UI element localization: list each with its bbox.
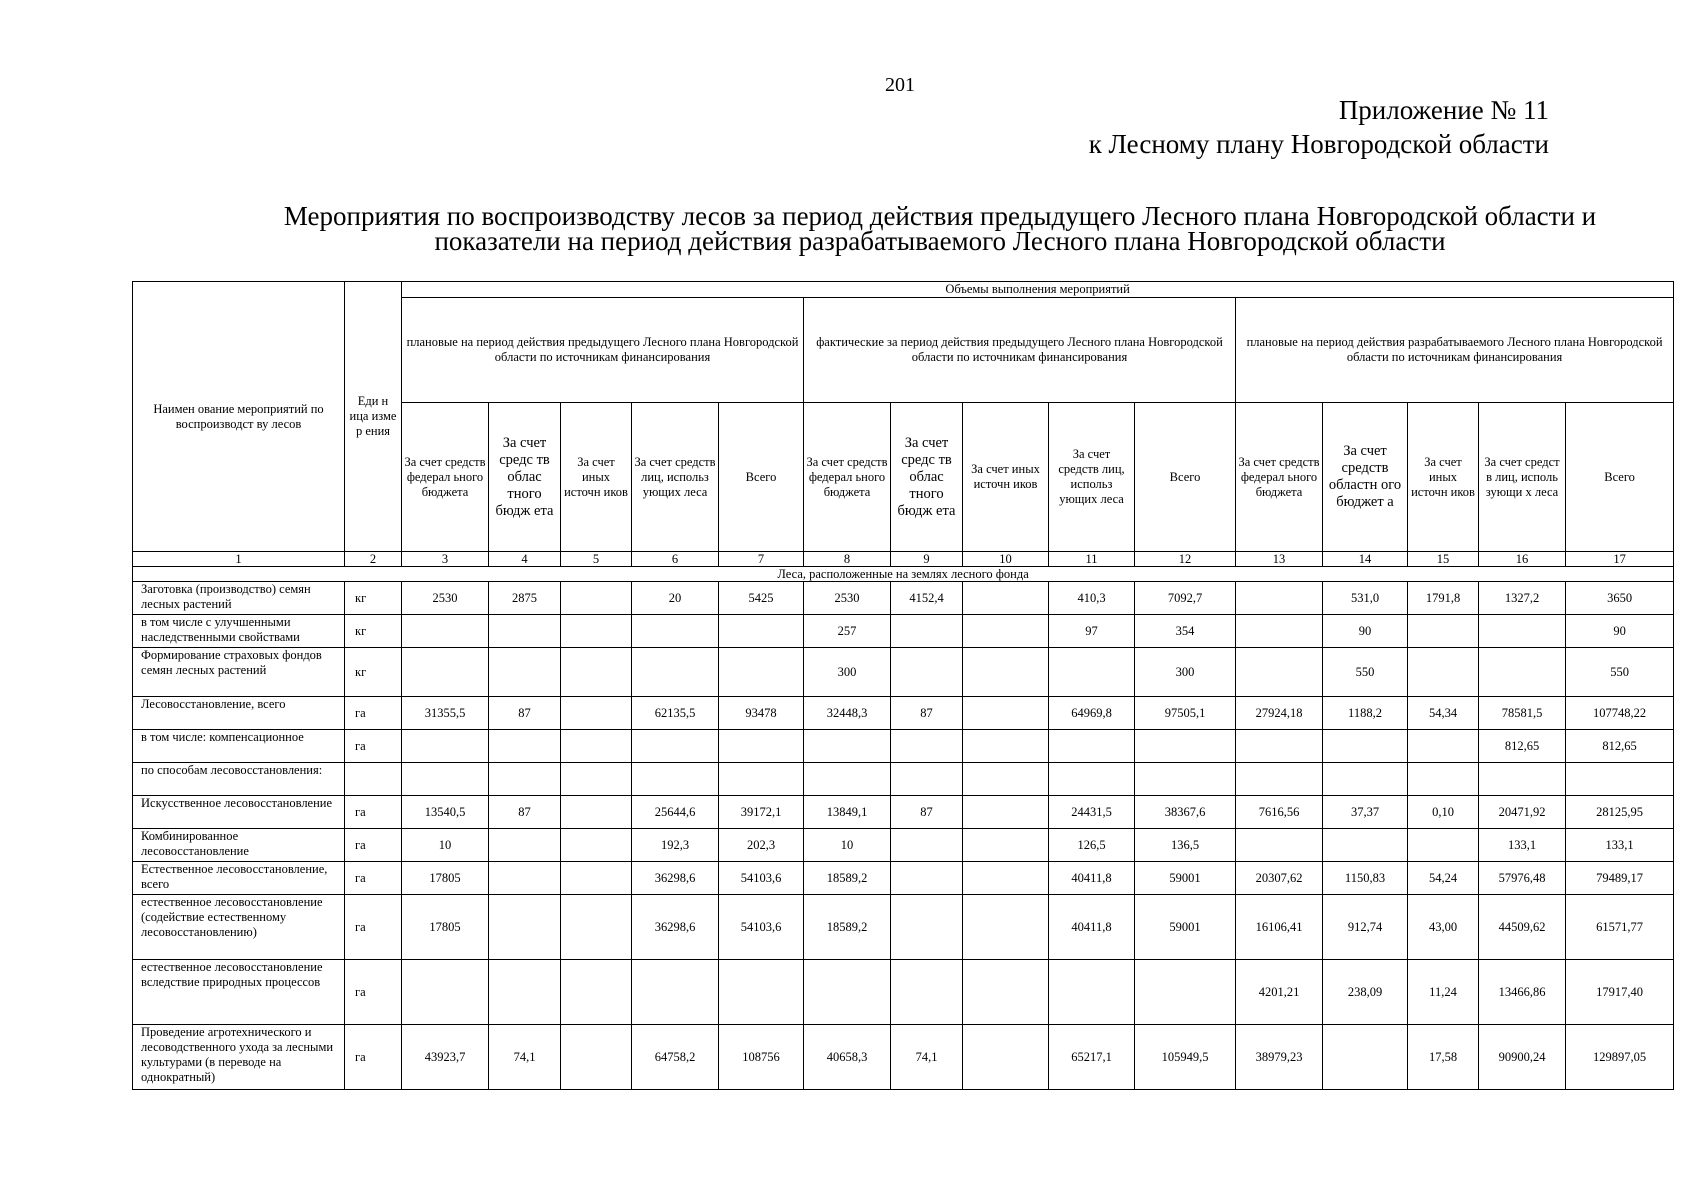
activity-name-cell: Искусственное лесовосстановление xyxy=(133,796,345,829)
activity-name-cell: в том числе с улучшенными наследственными свойствами xyxy=(133,615,345,648)
header-source-col-3: За счет средств федерал ьного бюджета xyxy=(402,403,489,552)
table-row xyxy=(133,730,1674,763)
value-cell-col-8: 32448,3 xyxy=(804,697,891,730)
value-cell-col-16 xyxy=(1479,763,1566,796)
table-row xyxy=(133,960,1674,1025)
header-source-col-10: За счет иных источн иков xyxy=(963,403,1049,552)
activity-name-cell: Формирование страховых фондов семян лесных растений xyxy=(133,648,345,697)
value-cell-col-6 xyxy=(632,763,719,796)
header-planned-previous: плановые на период действия предыдущего Лесного плана Новгородской области по источникам финансирования xyxy=(402,298,804,403)
value-cell-col-13: 27924,18 xyxy=(1236,697,1323,730)
unit-cell: га xyxy=(345,862,402,895)
column-number: 11 xyxy=(1049,552,1135,567)
unit-cell: га xyxy=(345,960,402,1025)
value-cell-col-10 xyxy=(963,796,1049,829)
value-cell-col-15 xyxy=(1408,829,1479,862)
value-cell-col-16: 812,65 xyxy=(1479,730,1566,763)
value-cell-col-17: 107748,22 xyxy=(1566,697,1674,730)
value-cell-col-14 xyxy=(1323,829,1408,862)
value-cell-col-3 xyxy=(402,960,489,1025)
header-planned-new: плановые на период действия разрабатываемого Лесного плана Новгородской области по источникам финансирования xyxy=(1236,298,1674,403)
value-cell-col-3: 17805 xyxy=(402,895,489,960)
column-number: 10 xyxy=(963,552,1049,567)
value-cell-col-6 xyxy=(632,615,719,648)
value-cell-col-17: 61571,77 xyxy=(1566,895,1674,960)
header-source-col-6: За счет средств лиц, использ ующих леса xyxy=(632,403,719,552)
value-cell-col-16 xyxy=(1479,648,1566,697)
value-cell-col-5 xyxy=(561,1025,632,1090)
value-cell-col-12: 354 xyxy=(1135,615,1236,648)
value-cell-col-15 xyxy=(1408,615,1479,648)
value-cell-col-12: 59001 xyxy=(1135,895,1236,960)
value-cell-col-6: 20 xyxy=(632,582,719,615)
value-cell-col-9: 87 xyxy=(891,796,963,829)
value-cell-col-9 xyxy=(891,615,963,648)
column-number: 3 xyxy=(402,552,489,567)
value-cell-col-17: 812,65 xyxy=(1566,730,1674,763)
header-source-col-14: За счет средств областн ого бюджет а xyxy=(1323,403,1408,552)
value-cell-col-10 xyxy=(963,582,1049,615)
value-cell-col-14: 90 xyxy=(1323,615,1408,648)
value-cell-col-9 xyxy=(891,960,963,1025)
value-cell-col-16: 1327,2 xyxy=(1479,582,1566,615)
value-cell-col-9 xyxy=(891,895,963,960)
unit-cell: кг xyxy=(345,648,402,697)
unit-cell: кг xyxy=(345,582,402,615)
value-cell-col-7: 54103,6 xyxy=(719,895,804,960)
value-cell-col-4 xyxy=(489,615,561,648)
value-cell-col-7 xyxy=(719,615,804,648)
value-cell-col-10 xyxy=(963,960,1049,1025)
value-cell-col-5 xyxy=(561,862,632,895)
table-row xyxy=(133,862,1674,895)
value-cell-col-13 xyxy=(1236,763,1323,796)
activity-name-cell: Проведение агротехнического и лесоводственного ухода за лесными культурами (в переводе на однократный) xyxy=(133,1025,345,1090)
value-cell-col-3: 2530 xyxy=(402,582,489,615)
value-cell-col-6: 64758,2 xyxy=(632,1025,719,1090)
value-cell-col-9 xyxy=(891,730,963,763)
value-cell-col-4 xyxy=(489,648,561,697)
value-cell-col-8 xyxy=(804,960,891,1025)
value-cell-col-7: 5425 xyxy=(719,582,804,615)
value-cell-col-17: 3650 xyxy=(1566,582,1674,615)
value-cell-col-8: 10 xyxy=(804,829,891,862)
header-source-col-4: За счет средс тв облас тного бюдж ета xyxy=(489,403,561,552)
value-cell-col-7 xyxy=(719,730,804,763)
value-cell-col-7 xyxy=(719,960,804,1025)
value-cell-col-5 xyxy=(561,582,632,615)
value-cell-col-12: 300 xyxy=(1135,648,1236,697)
page-number: 201 xyxy=(885,74,915,96)
value-cell-col-11: 24431,5 xyxy=(1049,796,1135,829)
value-cell-col-15: 54,24 xyxy=(1408,862,1479,895)
column-number: 15 xyxy=(1408,552,1479,567)
value-cell-col-15 xyxy=(1408,648,1479,697)
appendix-label: Приложение № 11 xyxy=(1338,95,1549,125)
unit-cell: га xyxy=(345,895,402,960)
column-number: 6 xyxy=(632,552,719,567)
value-cell-col-9 xyxy=(891,648,963,697)
value-cell-col-11 xyxy=(1049,648,1135,697)
activity-name-cell: по способам лесовосстановления: xyxy=(133,763,345,796)
value-cell-col-16: 133,1 xyxy=(1479,829,1566,862)
column-number: 16 xyxy=(1479,552,1566,567)
value-cell-col-16: 78581,5 xyxy=(1479,697,1566,730)
value-cell-col-12: 105949,5 xyxy=(1135,1025,1236,1090)
value-cell-col-5 xyxy=(561,829,632,862)
unit-cell: га xyxy=(345,730,402,763)
column-number: 4 xyxy=(489,552,561,567)
table-row xyxy=(133,796,1674,829)
value-cell-col-13: 38979,23 xyxy=(1236,1025,1323,1090)
unit-cell: га xyxy=(345,796,402,829)
value-cell-col-9 xyxy=(891,763,963,796)
table-body xyxy=(133,567,1674,1090)
value-cell-col-8: 13849,1 xyxy=(804,796,891,829)
value-cell-col-6 xyxy=(632,648,719,697)
value-cell-col-17: 79489,17 xyxy=(1566,862,1674,895)
value-cell-col-17 xyxy=(1566,763,1674,796)
table-row xyxy=(133,895,1674,960)
value-cell-col-8: 257 xyxy=(804,615,891,648)
header-actual-previous: фактические за период действия предыдущего Лесного плана Новгородской области по источникам финансирования xyxy=(804,298,1236,403)
value-cell-col-10 xyxy=(963,763,1049,796)
column-number: 8 xyxy=(804,552,891,567)
value-cell-col-4: 87 xyxy=(489,796,561,829)
header-source-col-16: За счет средст в лиц, исполь зующи х леса xyxy=(1479,403,1566,552)
value-cell-col-11: 97 xyxy=(1049,615,1135,648)
value-cell-col-17: 129897,05 xyxy=(1566,1025,1674,1090)
value-cell-col-17: 90 xyxy=(1566,615,1674,648)
value-cell-col-4 xyxy=(489,895,561,960)
header-source-col-17: Всего xyxy=(1566,403,1674,552)
value-cell-col-6: 25644,6 xyxy=(632,796,719,829)
activity-name-cell: Комбинированное лесовосстановление xyxy=(133,829,345,862)
value-cell-col-5 xyxy=(561,763,632,796)
value-cell-col-14: 531,0 xyxy=(1323,582,1408,615)
value-cell-col-12: 7092,7 xyxy=(1135,582,1236,615)
value-cell-col-5 xyxy=(561,697,632,730)
value-cell-col-11: 126,5 xyxy=(1049,829,1135,862)
value-cell-col-15: 11,24 xyxy=(1408,960,1479,1025)
unit-cell: га xyxy=(345,1025,402,1090)
value-cell-col-5 xyxy=(561,648,632,697)
value-cell-col-17: 550 xyxy=(1566,648,1674,697)
value-cell-col-11: 40411,8 xyxy=(1049,895,1135,960)
header-source-col-13: За счет средств федерал ьного бюджета xyxy=(1236,403,1323,552)
value-cell-col-13: 7616,56 xyxy=(1236,796,1323,829)
unit-cell: га xyxy=(345,829,402,862)
value-cell-col-12 xyxy=(1135,763,1236,796)
value-cell-col-16: 13466,86 xyxy=(1479,960,1566,1025)
value-cell-col-9 xyxy=(891,829,963,862)
table-row xyxy=(133,697,1674,730)
section-heading: Леса, расположенные на землях лесного фонда xyxy=(133,567,1674,582)
value-cell-col-4: 74,1 xyxy=(489,1025,561,1090)
value-cell-col-12: 136,5 xyxy=(1135,829,1236,862)
value-cell-col-12: 97505,1 xyxy=(1135,697,1236,730)
value-cell-col-11: 410,3 xyxy=(1049,582,1135,615)
table-row xyxy=(133,829,1674,862)
value-cell-col-7: 93478 xyxy=(719,697,804,730)
value-cell-col-13 xyxy=(1236,829,1323,862)
reforestation-table xyxy=(132,281,1674,1090)
value-cell-col-10 xyxy=(963,895,1049,960)
value-cell-col-7: 202,3 xyxy=(719,829,804,862)
value-cell-col-17: 133,1 xyxy=(1566,829,1674,862)
value-cell-col-15 xyxy=(1408,730,1479,763)
value-cell-col-4 xyxy=(489,862,561,895)
value-cell-col-7 xyxy=(719,763,804,796)
table-row xyxy=(133,648,1674,697)
column-number-row xyxy=(133,552,1674,567)
document-title xyxy=(230,201,1650,256)
value-cell-col-11 xyxy=(1049,763,1135,796)
value-cell-col-5 xyxy=(561,895,632,960)
activity-name-cell: естественное лесовосстановление вследствие природных процессов xyxy=(133,960,345,1025)
value-cell-col-8 xyxy=(804,763,891,796)
value-cell-col-10 xyxy=(963,829,1049,862)
value-cell-col-7: 54103,6 xyxy=(719,862,804,895)
value-cell-col-4: 87 xyxy=(489,697,561,730)
value-cell-col-10 xyxy=(963,1025,1049,1090)
value-cell-col-9: 74,1 xyxy=(891,1025,963,1090)
column-number: 2 xyxy=(345,552,402,567)
column-number: 9 xyxy=(891,552,963,567)
value-cell-col-15: 43,00 xyxy=(1408,895,1479,960)
value-cell-col-15: 17,58 xyxy=(1408,1025,1479,1090)
value-cell-col-3: 17805 xyxy=(402,862,489,895)
activity-name-cell: Заготовка (производство) семян лесных растений xyxy=(133,582,345,615)
value-cell-col-9: 4152,4 xyxy=(891,582,963,615)
value-cell-col-10 xyxy=(963,648,1049,697)
activity-name-cell: Лесовосстановление, всего xyxy=(133,697,345,730)
value-cell-col-8: 300 xyxy=(804,648,891,697)
value-cell-col-6: 36298,6 xyxy=(632,862,719,895)
unit-cell: га xyxy=(345,697,402,730)
value-cell-col-14: 912,74 xyxy=(1323,895,1408,960)
table-row xyxy=(133,763,1674,796)
value-cell-col-8: 40658,3 xyxy=(804,1025,891,1090)
column-number: 7 xyxy=(719,552,804,567)
value-cell-col-16: 20471,92 xyxy=(1479,796,1566,829)
value-cell-col-14: 550 xyxy=(1323,648,1408,697)
value-cell-col-4 xyxy=(489,960,561,1025)
value-cell-col-8: 2530 xyxy=(804,582,891,615)
value-cell-col-16: 90900,24 xyxy=(1479,1025,1566,1090)
value-cell-col-3 xyxy=(402,763,489,796)
value-cell-col-8: 18589,2 xyxy=(804,895,891,960)
value-cell-col-15: 0,10 xyxy=(1408,796,1479,829)
value-cell-col-17: 17917,40 xyxy=(1566,960,1674,1025)
value-cell-col-14: 1188,2 xyxy=(1323,697,1408,730)
value-cell-col-16: 57976,48 xyxy=(1479,862,1566,895)
value-cell-col-6 xyxy=(632,730,719,763)
unit-cell xyxy=(345,763,402,796)
value-cell-col-5 xyxy=(561,730,632,763)
value-cell-col-3 xyxy=(402,615,489,648)
value-cell-col-14 xyxy=(1323,763,1408,796)
value-cell-col-13 xyxy=(1236,615,1323,648)
header-source-col-11: За счет средств лиц, использ ующих леса xyxy=(1049,403,1135,552)
value-cell-col-16 xyxy=(1479,615,1566,648)
activity-name-cell: естественное лесовосстановление (содействие естественному лесовосстановлению) xyxy=(133,895,345,960)
value-cell-col-3: 13540,5 xyxy=(402,796,489,829)
value-cell-col-11 xyxy=(1049,960,1135,1025)
value-cell-col-4 xyxy=(489,730,561,763)
value-cell-col-13: 16106,41 xyxy=(1236,895,1323,960)
header-activity-name: Наимен ование мероприятий по воспроизводст ву лесов xyxy=(133,282,345,552)
value-cell-col-14 xyxy=(1323,1025,1408,1090)
activity-name-cell: Естественное лесовосстановление, всего xyxy=(133,862,345,895)
column-number: 5 xyxy=(561,552,632,567)
value-cell-col-11: 40411,8 xyxy=(1049,862,1135,895)
value-cell-col-9: 87 xyxy=(891,697,963,730)
value-cell-col-13: 20307,62 xyxy=(1236,862,1323,895)
header-source-col-7: Всего xyxy=(719,403,804,552)
value-cell-col-10 xyxy=(963,615,1049,648)
value-cell-col-6: 36298,6 xyxy=(632,895,719,960)
value-cell-col-4 xyxy=(489,829,561,862)
value-cell-col-17: 28125,95 xyxy=(1566,796,1674,829)
column-number: 12 xyxy=(1135,552,1236,567)
appendix-subtitle: к Лесному плану Новгородской области xyxy=(1088,129,1549,159)
value-cell-col-3: 10 xyxy=(402,829,489,862)
document-title-line-1: Мероприятия по воспроизводству лесов за период действия предыдущего Лесного плана Новгородской области и xyxy=(283,201,1597,231)
column-number: 13 xyxy=(1236,552,1323,567)
table-row xyxy=(133,1025,1674,1090)
value-cell-col-9 xyxy=(891,862,963,895)
value-cell-col-3 xyxy=(402,730,489,763)
value-cell-col-15: 54,34 xyxy=(1408,697,1479,730)
value-cell-col-7: 108756 xyxy=(719,1025,804,1090)
value-cell-col-11: 64969,8 xyxy=(1049,697,1135,730)
document-title-line-2: показатели на период действия разрабатываемого Лесного плана Новгородской области xyxy=(434,226,1446,256)
value-cell-col-3 xyxy=(402,648,489,697)
header-source-col-12: Всего xyxy=(1135,403,1236,552)
value-cell-col-12: 38367,6 xyxy=(1135,796,1236,829)
value-cell-col-6: 192,3 xyxy=(632,829,719,862)
header-volumes: Объемы выполнения мероприятий xyxy=(402,282,1674,298)
value-cell-col-10 xyxy=(963,862,1049,895)
value-cell-col-16: 44509,62 xyxy=(1479,895,1566,960)
value-cell-col-6: 62135,5 xyxy=(632,697,719,730)
header-unit: Еди н ица изме р ения xyxy=(345,282,402,552)
header-source-col-15: За счет иных источн иков xyxy=(1408,403,1479,552)
value-cell-col-4 xyxy=(489,763,561,796)
column-number: 17 xyxy=(1566,552,1674,567)
header-source-col-8: За счет средств федерал ьного бюджета xyxy=(804,403,891,552)
column-number: 14 xyxy=(1323,552,1408,567)
value-cell-col-10 xyxy=(963,697,1049,730)
value-cell-col-8 xyxy=(804,730,891,763)
value-cell-col-4: 2875 xyxy=(489,582,561,615)
value-cell-col-11: 65217,1 xyxy=(1049,1025,1135,1090)
header-source-col-5: За счет иных источн иков xyxy=(561,403,632,552)
value-cell-col-14: 238,09 xyxy=(1323,960,1408,1025)
value-cell-col-3: 31355,5 xyxy=(402,697,489,730)
value-cell-col-14: 1150,83 xyxy=(1323,862,1408,895)
activity-name-cell: в том числе: компенсационное xyxy=(133,730,345,763)
column-number: 1 xyxy=(133,552,345,567)
value-cell-col-15: 1791,8 xyxy=(1408,582,1479,615)
header-source-col-9: За счет средс тв облас тного бюдж ета xyxy=(891,403,963,552)
value-cell-col-8: 18589,2 xyxy=(804,862,891,895)
value-cell-col-15 xyxy=(1408,763,1479,796)
value-cell-col-5 xyxy=(561,960,632,1025)
value-cell-col-10 xyxy=(963,730,1049,763)
value-cell-col-13 xyxy=(1236,730,1323,763)
table-row xyxy=(133,582,1674,615)
value-cell-col-5 xyxy=(561,796,632,829)
unit-cell: кг xyxy=(345,615,402,648)
value-cell-col-11 xyxy=(1049,730,1135,763)
value-cell-col-12 xyxy=(1135,730,1236,763)
value-cell-col-12: 59001 xyxy=(1135,862,1236,895)
value-cell-col-3: 43923,7 xyxy=(402,1025,489,1090)
value-cell-col-14: 37,37 xyxy=(1323,796,1408,829)
value-cell-col-7 xyxy=(719,648,804,697)
value-cell-col-6 xyxy=(632,960,719,1025)
value-cell-col-13 xyxy=(1236,648,1323,697)
value-cell-col-14 xyxy=(1323,730,1408,763)
value-cell-col-7: 39172,1 xyxy=(719,796,804,829)
value-cell-col-5 xyxy=(561,615,632,648)
value-cell-col-13: 4201,21 xyxy=(1236,960,1323,1025)
value-cell-col-12 xyxy=(1135,960,1236,1025)
value-cell-col-13 xyxy=(1236,582,1323,615)
table-row xyxy=(133,615,1674,648)
